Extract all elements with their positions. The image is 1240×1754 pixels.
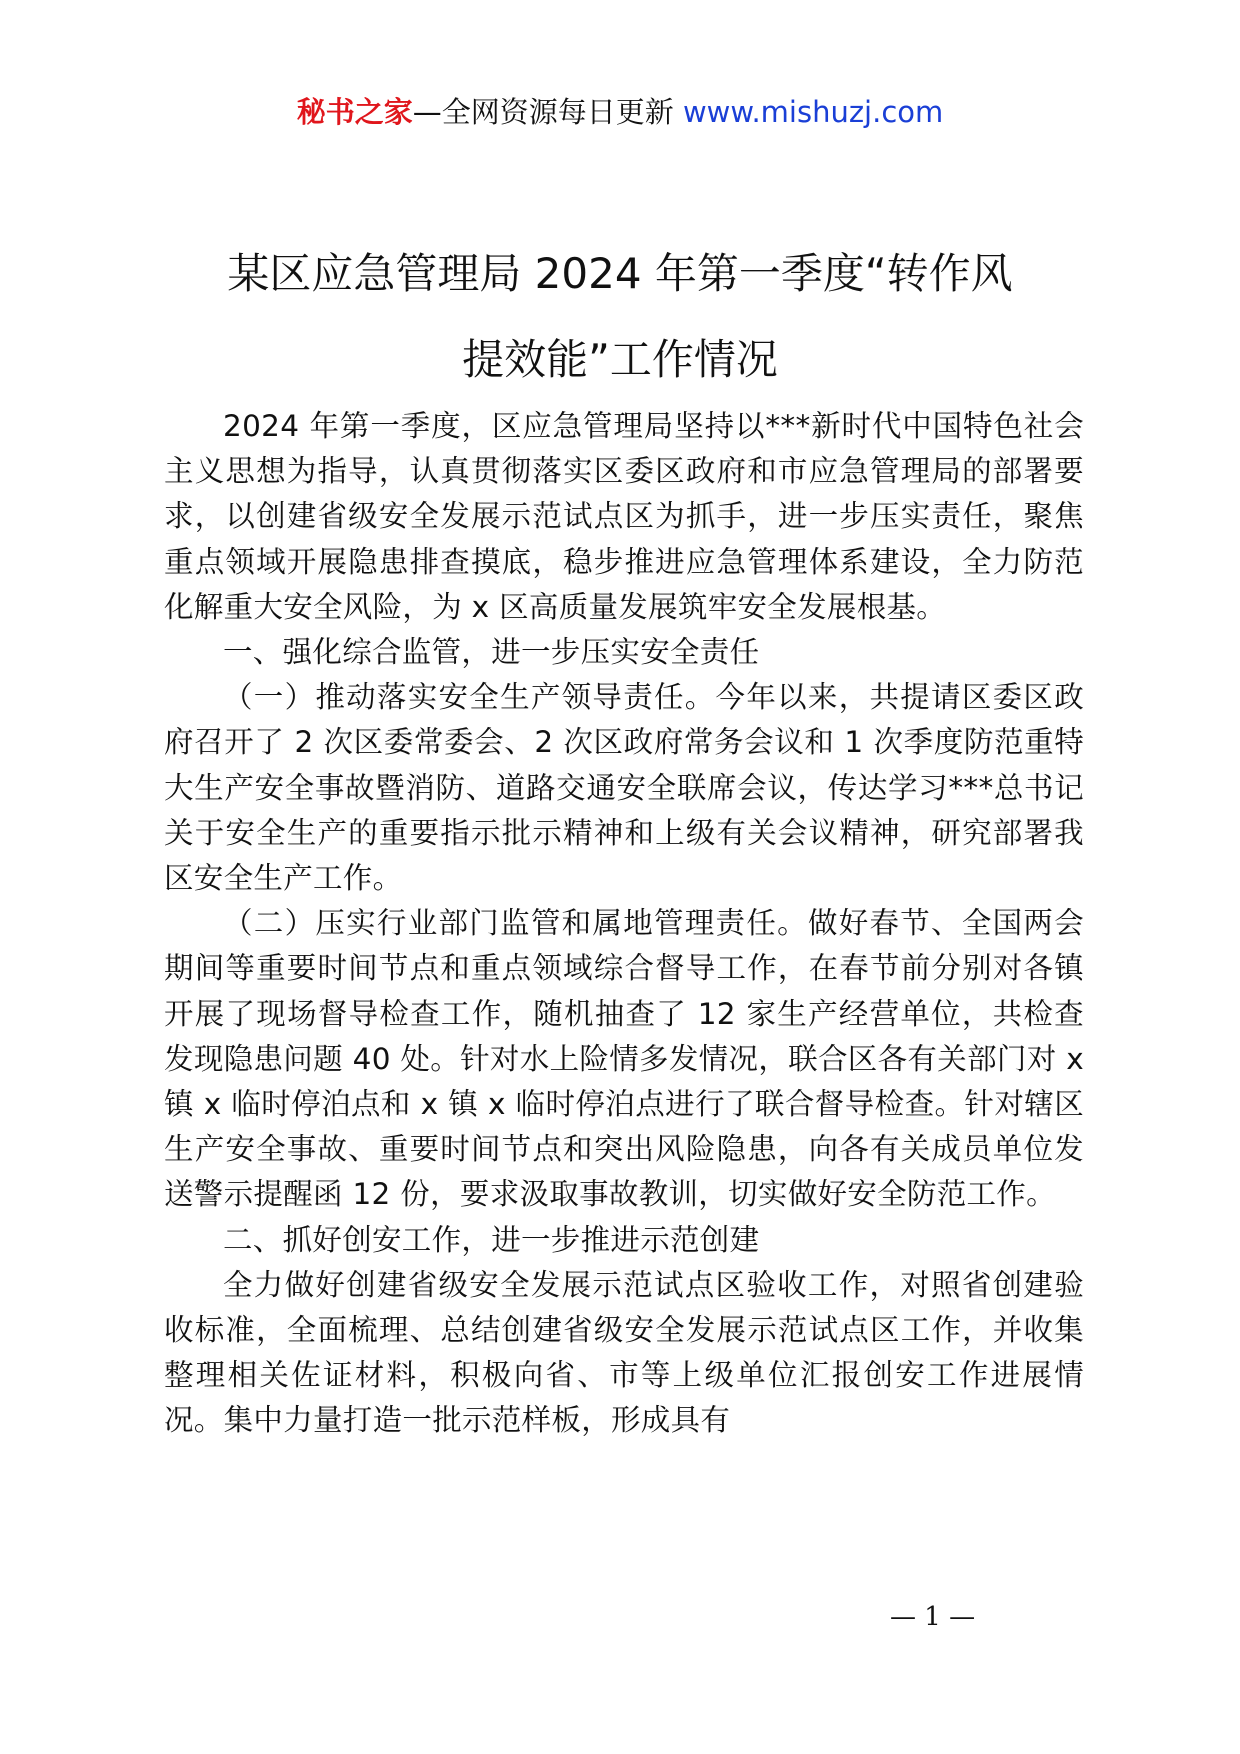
document-title-line-1: 某区应急管理局 2024 年第一季度“转作风 [227,249,1013,298]
body-paragraph: （一）推动落实安全生产领导责任。今年以来，共提请区委区政府召开了 2 次区委常委会、2 次区政府常务会议和 1 次季度防范重特大生产安全事故暨消防、道路交通安全联席会议，传达学习***总书记关于安全生产的重要指示批示精神和上级有关会议精神，研究部署我区安全生产工作。 [164,680,1084,896]
site-slogan: —全网资源每日更新 [412,95,674,129]
document-body [164,404,1084,1444]
section-heading-1: 一、强化综合监管，进一步压实安全责任 [223,635,760,670]
site-brand: 秘书之家 [296,95,413,129]
site-header [0,92,1240,132]
intro-paragraph: 2024 年第一季度，区应急管理局坚持以***新时代中国特色社会主义思想为指导，认真贯彻落实区委区政府和市应急管理局的部署要求，以创建省级安全发展示范试点区为抓手，进一步压实责任，聚焦重点领域开展隐患排查摸底，稳步推进应急管理体系建设，全力防范化解重大安全风险，为 x 区高质量发展筑牢安全发展根基。 [164,409,1084,624]
body-paragraph: （二）压实行业部门监管和属地管理责任。做好春节、全国两会期间等重要时间节点和重点领域综合督导工作，在春节前分别对各镇开展了现场督导检查工作，随机抽查了 12 家生产经营单位，共检查发现隐患问题 40 处。针对水上险情多发情况，联合区各有关部门对 x 镇 x 临时停泊点和 x 镇 x 临时停泊点进行了联合督导检查。针对辖区生产安全事故、重要时间节点和突出风险隐患，向各有关成员单位发送警示提醒函 12 份，要求汲取事故教训，切实做好安全防范工作。 [164,906,1084,1212]
body-paragraph: 全力做好创建省级安全发展示范试点区验收工作，对照省创建验收标准，全面梳理、总结创建省级安全发展示范试点区工作，并收集整理相关佐证材料，积极向省、市等上级单位汇报创安工作进展情况。集中力量打造一批示范样板，形成具有 [164,1267,1084,1438]
document-title-line-2: 提效能”工作情况 [462,335,778,384]
site-url-link[interactable]: www.mishuzj.com [682,95,944,129]
page-number: — 1 — [890,1602,976,1632]
section-heading-2: 二、抓好创安工作，进一步推进示范创建 [223,1222,760,1257]
